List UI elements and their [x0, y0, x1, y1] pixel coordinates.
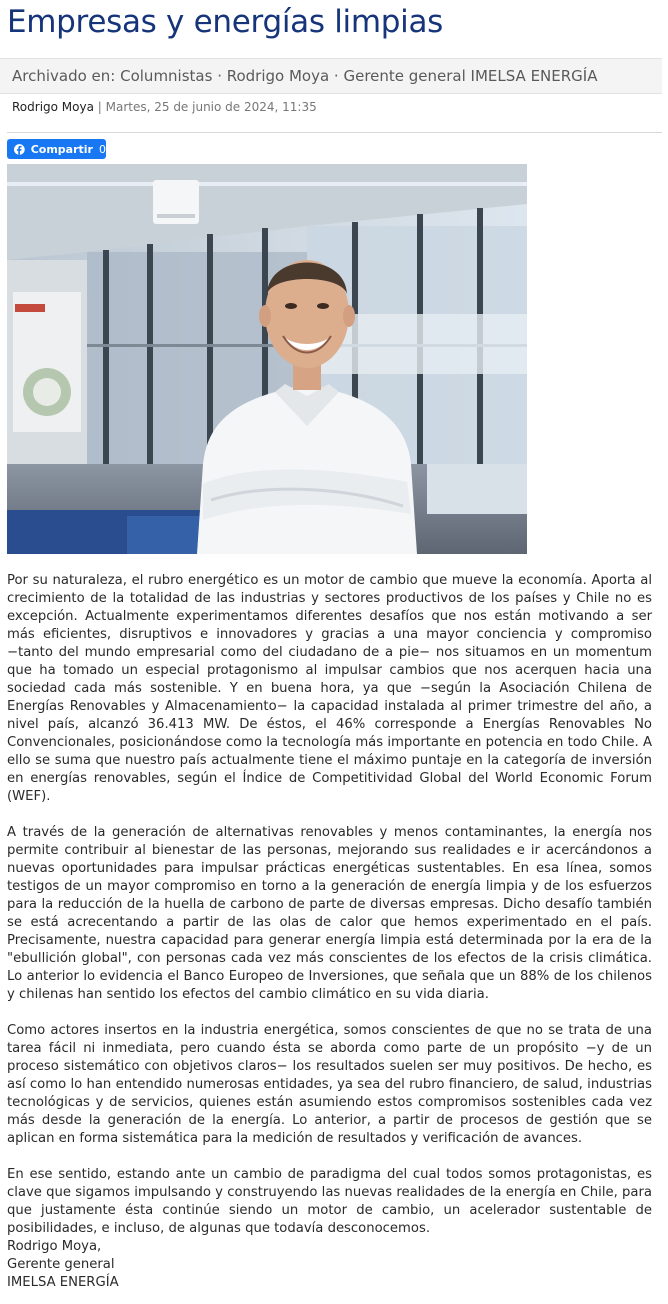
facebook-icon	[14, 143, 25, 156]
article-paragraph: Por su naturaleza, el rubro energético es un motor de cambio que mueve la economía. Aporta al crecimiento de la totalidad de las industrias y sectores productivos de los países y Chile no es excepción. Actualmente experimentamos diferentes desafíos que nos están motivando a ser más eficientes, disruptivos e innovadores y gracias a una mayor conciencia y compromiso −tanto del mundo empresarial como del ciudadano de a pie− nos situamos en un momentum que ha tomado un especial protagonismo al impulsar cambios que nos acerquen hacia una sociedad cada más sostenible. Y en buena hora, ya que −según la Asociación Chilena de Energías Renovables y Almacenamiento− la capacidad instalada al primer trimestre del año, a nivel país, alcanzó 36.413 MW. De éstos, el 46% corresponde a Energías Renovables No Convencionales, posicionándose como la tecnología más importante en potencia en todo Chile. A ello se suma que nuestro país actualmente tiene el máximo puntaje en la categoría de inversión en energías renovables, según el Índice de Competitividad Global del World Economic Forum (WEF).	[7, 573, 652, 804]
signature-role: Gerente general	[7, 1257, 115, 1272]
article-paragraph: A través de la generación de alternativas renovables y menos contaminantes, la energía nos permite contribuir al bienestar de las personas, mejorando sus realidades e ir acercándonos a nuevas oportunidades para impulsar prácticas energéticas sustentables. En esa línea, somos testigos de un mayor compromiso en torno a la generación de energía limpia y de los esfuerzos para la reducción de la huella de carbono de parte de diversas empresas. Dicho desafío también se está acrecentando a partir de las olas de calor que hemos experimentado en el país. Precisamente, nuestra capacidad para generar energía limpia está determinada por la era de la "ebullición global", con personas cada vez más conscientes de los efectos de la crisis climática. Lo anterior lo evidencia el Banco Europeo de Inversiones, que señala que un 88% de los chilenos y chilenas han sentido los efectos del cambio climático en su vida diaria.	[7, 825, 652, 1002]
header-divider	[7, 132, 662, 133]
facebook-share-button[interactable]	[7, 139, 106, 159]
signature-company: IMELSA ENERGÍA	[7, 1275, 119, 1290]
byline-separator: |	[93, 100, 106, 114]
signature-name: Rodrigo Moya,	[7, 1239, 102, 1254]
archive-categories: Archivado en: Columnistas · Rodrigo Moya · Gerente general IMELSA ENERGÍA	[12, 67, 598, 85]
signature-block	[7, 1238, 119, 1292]
byline	[12, 100, 317, 114]
share-count: 0	[99, 142, 106, 156]
article-body	[7, 572, 652, 1256]
byline-date: Martes, 25 de junio de 2024, 11:35	[105, 100, 317, 114]
article-paragraph: Como actores insertos en la industria energética, somos conscientes de que no se trata de una tarea fácil ni inmediata, pero cuando ésta se aborda como parte de un propósito −y de un proceso sistemático con objetivos claros− los resultados suelen ser muy positivos. De hecho, es así como lo han entendido numerosas entidades, ya sea del rubro financiero, de salud, industrias tecnológicas y de servicios, quienes están asumiendo estos compromisos sostenibles cada vez más desde la generación de la energía. Lo anterior, a partir de procesos de gestión que se aplican en forma sistemática para la medición de resultados y verificación de avances.	[7, 1023, 652, 1146]
article-photo	[7, 164, 527, 554]
article-title: Empresas y energías limpias	[7, 4, 443, 40]
share-label: Compartir	[30, 142, 93, 156]
byline-author[interactable]: Rodrigo Moya	[12, 100, 94, 114]
article-paragraph: En ese sentido, estando ante un cambio de paradigma del cual todos somos protagonistas, es clave que sigamos impulsando y construyendo las nuevas realidades de la energía en Chile, para que justamente ésta continúe siendo un motor de cambio, un acelerador sustentable de posibilidades, e incluso, de algunas que todavía desconocemos.	[7, 1167, 652, 1236]
archive-bar	[0, 58, 662, 94]
